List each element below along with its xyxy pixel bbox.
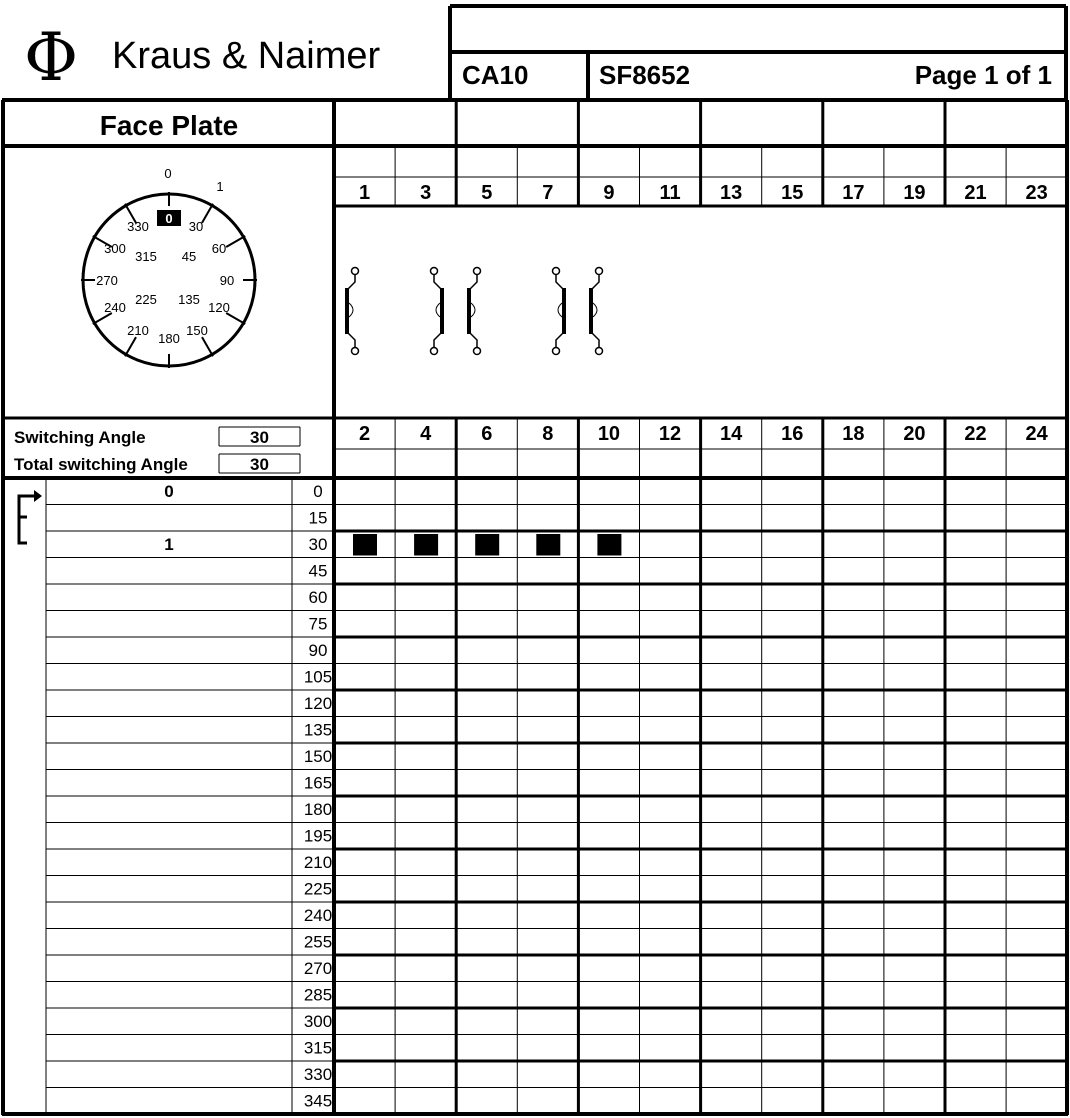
contact-symbol: [469, 268, 481, 355]
position-angle-150: 150: [303, 747, 333, 766]
contact-symbol: [431, 268, 443, 355]
dial-angle-300: 300: [104, 241, 126, 256]
dial-angle-330: 330: [127, 219, 149, 234]
dial-angle-30: 30: [188, 219, 204, 234]
closed-contact-mark: [475, 534, 499, 556]
position-angle-285: 285: [303, 985, 333, 1005]
contact-symbol: [553, 268, 565, 355]
position-angle-165: 165: [303, 773, 333, 793]
terminal-dot: [431, 268, 438, 275]
terminal-dot: [596, 348, 603, 355]
position-angle-105: 105: [303, 667, 333, 687]
dial-angle-315: 315: [135, 249, 157, 264]
dial-tick: [202, 337, 213, 356]
contact-symbol: [347, 268, 359, 355]
terminal-dot: [553, 268, 560, 275]
terminal-bottom-22: 22: [964, 423, 987, 445]
position-angle-330: 330: [303, 1065, 333, 1084]
contact-lead: [347, 332, 355, 347]
dial-angle-240: 240: [104, 300, 126, 315]
contact-lead: [347, 275, 355, 290]
face-plate-title: Face Plate: [99, 110, 239, 141]
contact-lead: [434, 332, 442, 347]
terminal-dot: [474, 348, 481, 355]
terminal-top-11: 11: [659, 182, 681, 204]
rotation-arrow-icon: [34, 490, 42, 502]
contact-symbol: [591, 268, 603, 355]
terminal-dot: [431, 348, 438, 355]
terminal-bottom-2: 2: [358, 423, 371, 445]
position-angle-225: 225: [303, 879, 333, 899]
dial-label-position-0: 0: [164, 166, 172, 181]
dial-angle-135: 135: [178, 292, 200, 307]
terminal-bottom-14: 14: [720, 423, 743, 445]
terminal-top-5: 5: [481, 182, 493, 204]
dial-angle-225: 225: [135, 292, 157, 307]
contact-cam: [471, 303, 475, 317]
position-name-1: 1: [164, 535, 174, 554]
terminal-bottom-24: 24: [1025, 423, 1048, 445]
dial-angle-180: 180: [158, 331, 180, 346]
terminal-top-15: 15: [781, 182, 804, 204]
page-indicator: Page 1 of 1: [914, 60, 1052, 90]
closed-contact-mark: [536, 534, 560, 556]
terminal-bottom-8: 8: [542, 423, 554, 445]
program-number: SF8652: [599, 60, 691, 90]
position-angle-60: 60: [308, 588, 328, 607]
position-angle-120: 120: [303, 694, 333, 713]
terminal-bottom-12: 12: [658, 423, 682, 445]
switching-angle-label: Switching Angle: [14, 428, 146, 447]
dial-tick: [125, 337, 136, 356]
position-angle-270: 270: [303, 959, 333, 978]
brand-logo: Φ: [24, 19, 79, 96]
contact-cam: [558, 303, 562, 317]
position-angle-0: 0: [313, 482, 323, 501]
terminal-bottom-4: 4: [420, 423, 432, 445]
position-angle-180: 180: [303, 800, 333, 819]
contact-lead: [556, 332, 564, 347]
position-angle-30: 30: [308, 535, 328, 554]
position-angle-240: 240: [303, 906, 333, 925]
contact-cam: [593, 303, 597, 317]
contact-lead: [469, 275, 477, 290]
series-code: CA10: [462, 60, 529, 90]
terminal-top-23: 23: [1025, 182, 1048, 204]
dial-tick: [202, 204, 213, 223]
closed-contact-mark: [597, 534, 621, 556]
dial-angle-90: 90: [219, 273, 235, 288]
contact-cam: [349, 303, 353, 317]
terminal-dot: [352, 268, 359, 275]
position-angle-210: 210: [303, 853, 333, 872]
terminal-top-19: 19: [903, 182, 926, 204]
closed-contact-mark: [414, 534, 438, 556]
terminal-bottom-18: 18: [842, 423, 865, 445]
terminal-top-1: 1: [358, 182, 371, 204]
dial-angle-120: 120: [208, 300, 230, 315]
contact-lead: [591, 332, 599, 347]
contact-lead: [469, 332, 477, 347]
terminal-dot: [352, 348, 359, 355]
position-angle-255: 255: [303, 932, 333, 952]
position-angle-15: 15: [308, 508, 328, 528]
terminal-top-3: 3: [420, 182, 432, 204]
position-angle-315: 315: [303, 1038, 333, 1058]
position-angle-75: 75: [308, 614, 328, 634]
terminal-dot: [596, 268, 603, 275]
position-angle-135: 135: [303, 720, 333, 740]
terminal-top-9: 9: [603, 182, 615, 204]
dial-marker-label: 0: [165, 211, 173, 226]
contact-lead: [556, 275, 564, 290]
contact-lead: [591, 275, 599, 290]
switching-angle-value: 30: [250, 428, 269, 447]
dial-angle-45: 45: [181, 249, 197, 264]
terminal-bottom-10: 10: [597, 423, 621, 445]
position-angle-345: 345: [303, 1091, 333, 1111]
position-name-0: 0: [164, 482, 174, 501]
total-switching-angle-value: 30: [250, 455, 269, 474]
terminal-dot: [553, 348, 560, 355]
terminal-bottom-20: 20: [903, 423, 926, 445]
position-angle-45: 45: [308, 561, 328, 581]
terminal-top-21: 21: [964, 182, 987, 204]
dial-angle-210: 210: [127, 323, 149, 338]
terminal-top-13: 13: [720, 182, 743, 204]
contact-cam: [436, 303, 440, 317]
total-switching-angle-label: Total switching Angle: [14, 455, 188, 474]
position-angle-195: 195: [303, 826, 333, 846]
terminal-top-17: 17: [842, 182, 865, 204]
dial-label-position-1: 1: [216, 179, 224, 194]
terminal-bottom-16: 16: [781, 423, 804, 445]
dial-angle-270: 270: [96, 273, 118, 288]
terminal-top-7: 7: [542, 182, 554, 204]
brand-name: Kraus & Naimer: [112, 35, 381, 77]
dial-angle-60: 60: [211, 241, 227, 256]
terminal-dot: [474, 268, 481, 275]
dial-tick: [226, 236, 245, 247]
dial-angle-150: 150: [186, 323, 208, 338]
terminal-bottom-6: 6: [481, 423, 493, 445]
position-angle-300: 300: [303, 1012, 333, 1031]
closed-contact-mark: [353, 534, 377, 556]
rotation-bracket-bottom: [19, 517, 27, 543]
contact-lead: [434, 275, 442, 290]
position-angle-90: 90: [308, 641, 328, 660]
